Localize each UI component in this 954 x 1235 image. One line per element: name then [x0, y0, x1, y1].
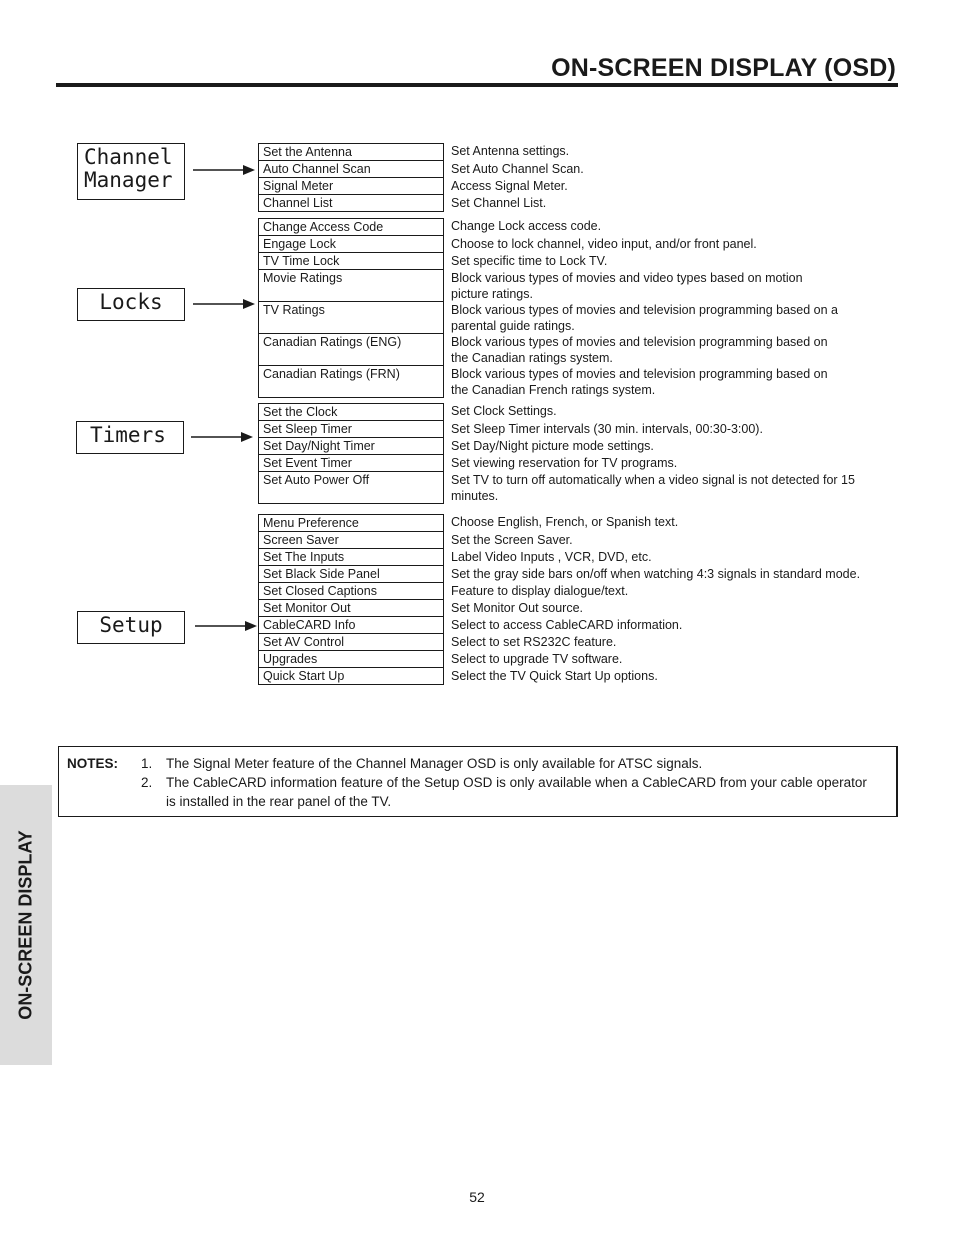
menu-item-description: Select to upgrade TV software. — [451, 652, 623, 666]
note-text: The Signal Meter feature of the Channel Manager OSD is only available for ATSC signals. — [166, 756, 703, 771]
arrow-right-icon — [193, 297, 257, 311]
description-line: Block various types of movies and television programming based on — [451, 367, 828, 381]
menu-item-label: Change Access Code — [258, 218, 444, 236]
table-row — [258, 472, 891, 504]
timers-table — [258, 403, 891, 504]
description-line: minutes. — [451, 489, 499, 503]
menu-item-label: Screen Saver — [258, 532, 444, 549]
menu-box-locks — [77, 288, 185, 321]
table-row — [258, 634, 891, 651]
menu-item-description: Set the gray side bars on/off when watching 4:3 signals in standard mode. — [451, 567, 861, 581]
menu-item-description: Feature to display dialogue/text. — [451, 584, 629, 598]
menu-box-channel-manager — [77, 143, 185, 200]
menu-item-description: Set Channel List. — [451, 196, 547, 210]
arrow-right-icon — [195, 619, 259, 633]
table-row — [258, 403, 891, 421]
menu-item-label: Movie Ratings — [258, 270, 444, 302]
menu-item-description — [444, 472, 891, 504]
menu-item-description: Set Monitor Out source. — [451, 601, 584, 615]
menu-item-description: Set viewing reservation for TV programs. — [451, 456, 678, 470]
table-row — [258, 143, 891, 161]
menu-item-description: Set Sleep Timer intervals (30 min. intervals, 00:30-3:00). — [451, 422, 763, 436]
menu-item-label: Set Auto Power Off — [258, 472, 444, 504]
menu-item-label: Set the Antenna — [258, 143, 444, 161]
menu-box-setup — [77, 611, 185, 644]
table-row — [258, 421, 891, 438]
table-row — [258, 514, 891, 532]
table-row — [258, 161, 891, 178]
description-line: Block various types of movies and television programming based on — [451, 335, 828, 349]
arrow-right-icon — [191, 430, 255, 444]
menu-item-description: Set specific time to Lock TV. — [451, 254, 608, 268]
menu-item-description: Access Signal Meter. — [451, 179, 568, 193]
menu-item-description: Select to access CableCARD information. — [451, 618, 683, 632]
menu-item-label: Set Event Timer — [258, 455, 444, 472]
menu-item-label: Upgrades — [258, 651, 444, 668]
menu-box-label: Timers — [90, 423, 166, 447]
table-row — [258, 617, 891, 634]
menu-item-label: Set the Clock — [258, 403, 444, 421]
menu-item-label: Channel List — [258, 195, 444, 212]
menu-item-label: Engage Lock — [258, 236, 444, 253]
notes-box — [58, 746, 898, 817]
menu-item-description: Select the TV Quick Start Up options. — [451, 669, 658, 683]
table-row — [258, 270, 891, 302]
side-tab-label: ON-SCREEN DISPLAY — [15, 830, 36, 1020]
table-row — [258, 668, 891, 685]
menu-item-label: Canadian Ratings (ENG) — [258, 334, 444, 366]
menu-box-label: Setup — [99, 613, 163, 637]
menu-item-label: CableCARD Info — [258, 617, 444, 634]
setup-table — [258, 514, 891, 685]
menu-item-description: Set Antenna settings. — [451, 144, 570, 158]
menu-item-description: Set the Screen Saver. — [451, 533, 573, 547]
table-row — [258, 236, 891, 253]
table-row — [258, 566, 891, 583]
table-row — [258, 549, 891, 566]
menu-item-label: Menu Preference — [258, 514, 444, 532]
menu-item-description: Set Auto Channel Scan. — [451, 162, 584, 176]
menu-item-label: Set Monitor Out — [258, 600, 444, 617]
table-row — [258, 334, 891, 366]
table-row — [258, 366, 891, 398]
description-line: the Canadian French ratings system. — [451, 383, 656, 397]
menu-item-label: Set Black Side Panel — [258, 566, 444, 583]
menu-item-description: Set Clock Settings. — [451, 404, 557, 418]
note-number: 2. — [141, 775, 153, 790]
menu-item-description: Set Day/Night picture mode settings. — [451, 439, 654, 453]
menu-item-description: Label Video Inputs , VCR, DVD, etc. — [451, 550, 652, 564]
menu-item-label: TV Ratings — [258, 302, 444, 334]
menu-item-label: Canadian Ratings (FRN) — [258, 366, 444, 398]
menu-item-label: Auto Channel Scan — [258, 161, 444, 178]
page-title: ON-SCREEN DISPLAY (OSD) — [551, 54, 896, 82]
table-row — [258, 218, 891, 236]
description-line: parental guide ratings. — [451, 319, 575, 333]
channel-manager-table — [258, 143, 891, 212]
menu-item-description: Choose to lock channel, video input, and/or front panel. — [451, 237, 757, 251]
table-row — [258, 195, 891, 212]
table-row — [258, 583, 891, 600]
menu-item-description: Select to set RS232C feature. — [451, 635, 617, 649]
arrow-right-icon — [193, 163, 257, 177]
page-number: 52 — [469, 1189, 485, 1205]
menu-box-label: Locks — [99, 290, 163, 314]
description-line: Block various types of movies and video types based on motion — [451, 271, 803, 285]
menu-item-label: Set Closed Captions — [258, 583, 444, 600]
description-line: Set TV to turn off automatically when a video signal is not detected for 15 — [451, 473, 855, 487]
table-row — [258, 455, 891, 472]
table-row — [258, 302, 891, 334]
menu-item-label: Quick Start Up — [258, 668, 444, 685]
menu-item-description: Choose English, French, or Spanish text. — [451, 515, 679, 529]
table-row — [258, 651, 891, 668]
description-line: picture ratings. — [451, 287, 533, 301]
menu-item-label: Set AV Control — [258, 634, 444, 651]
table-row — [258, 600, 891, 617]
menu-item-description — [444, 270, 891, 302]
note-number: 1. — [141, 756, 153, 771]
locks-table — [258, 218, 891, 398]
menu-box-timers — [76, 421, 184, 454]
menu-item-label: TV Time Lock — [258, 253, 444, 270]
menu-box-label: Manager — [84, 168, 173, 192]
menu-item-description — [444, 302, 891, 334]
menu-item-label: Set The Inputs — [258, 549, 444, 566]
table-row — [258, 438, 891, 455]
table-row — [258, 253, 891, 270]
menu-item-label: Set Sleep Timer — [258, 421, 444, 438]
menu-item-label: Set Day/Night Timer — [258, 438, 444, 455]
description-line: Block various types of movies and television programming based on a — [451, 303, 839, 317]
table-row — [258, 178, 891, 195]
menu-item-label: Signal Meter — [258, 178, 444, 195]
menu-item-description — [444, 334, 891, 366]
description-line: the Canadian ratings system. — [451, 351, 613, 365]
notes-label: NOTES: — [67, 756, 119, 771]
table-row — [258, 532, 891, 549]
note-text: The CableCARD information feature of the Setup OSD is only available when a CableCARD from your cable operator is installed in the rear panel of the TV. — [166, 775, 867, 809]
menu-item-description: Change Lock access code. — [451, 219, 602, 233]
menu-box-label: Channel — [84, 145, 173, 169]
title-rule — [56, 83, 898, 87]
menu-item-description — [444, 366, 891, 398]
